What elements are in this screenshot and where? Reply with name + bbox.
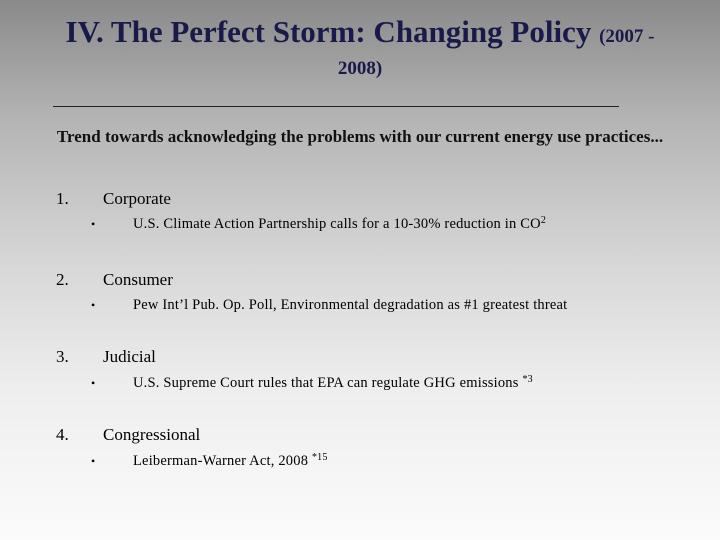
item-detail-superscript: *15 [311, 452, 328, 463]
title-divider [53, 106, 619, 107]
bullet-icon: • [91, 454, 96, 468]
item-heading-judicial: Judicial [103, 347, 156, 366]
item-number: 2. [56, 270, 69, 289]
item-number: 1. [56, 189, 69, 208]
item-detail-superscript: 2 [540, 215, 547, 226]
slide-title-main: IV. The Perfect Storm: Changing Policy [65, 14, 600, 49]
slide-subtitle: Trend towards acknowledging the problems with our current energy use practices... [56, 127, 664, 146]
item-detail [133, 213, 546, 235]
item-heading-congressional: Congressional [103, 425, 201, 444]
item-detail-superscript: *3 [522, 374, 533, 385]
item-detail-text: Pew Int’l Pub. Op. Poll, Environmental degradation as #1 greatest threat [133, 297, 568, 313]
bullet-icon: • [91, 376, 96, 390]
slide-title-years-continued: 2008) [337, 58, 383, 79]
slide-title [40, 14, 680, 55]
item-detail-text: Leiberman-Warner Act, 2008 [133, 453, 312, 469]
item-detail-text: U.S. Climate Action Partnership calls for a 10-30% reduction in CO [133, 216, 541, 232]
bullet-icon: • [91, 217, 96, 231]
item-detail-text: U.S. Supreme Court rules that EPA can regulate GHG emissions [133, 375, 523, 391]
item-heading-corporate: Corporate [103, 189, 171, 208]
item-heading-consumer: Consumer [103, 270, 173, 289]
item-detail [133, 372, 533, 394]
item-number: 4. [56, 425, 69, 444]
item-number: 3. [56, 347, 69, 366]
slide-title-years: (2007 - [599, 26, 655, 47]
item-detail [133, 294, 567, 316]
item-detail [133, 450, 328, 472]
bullet-icon: • [91, 298, 96, 312]
